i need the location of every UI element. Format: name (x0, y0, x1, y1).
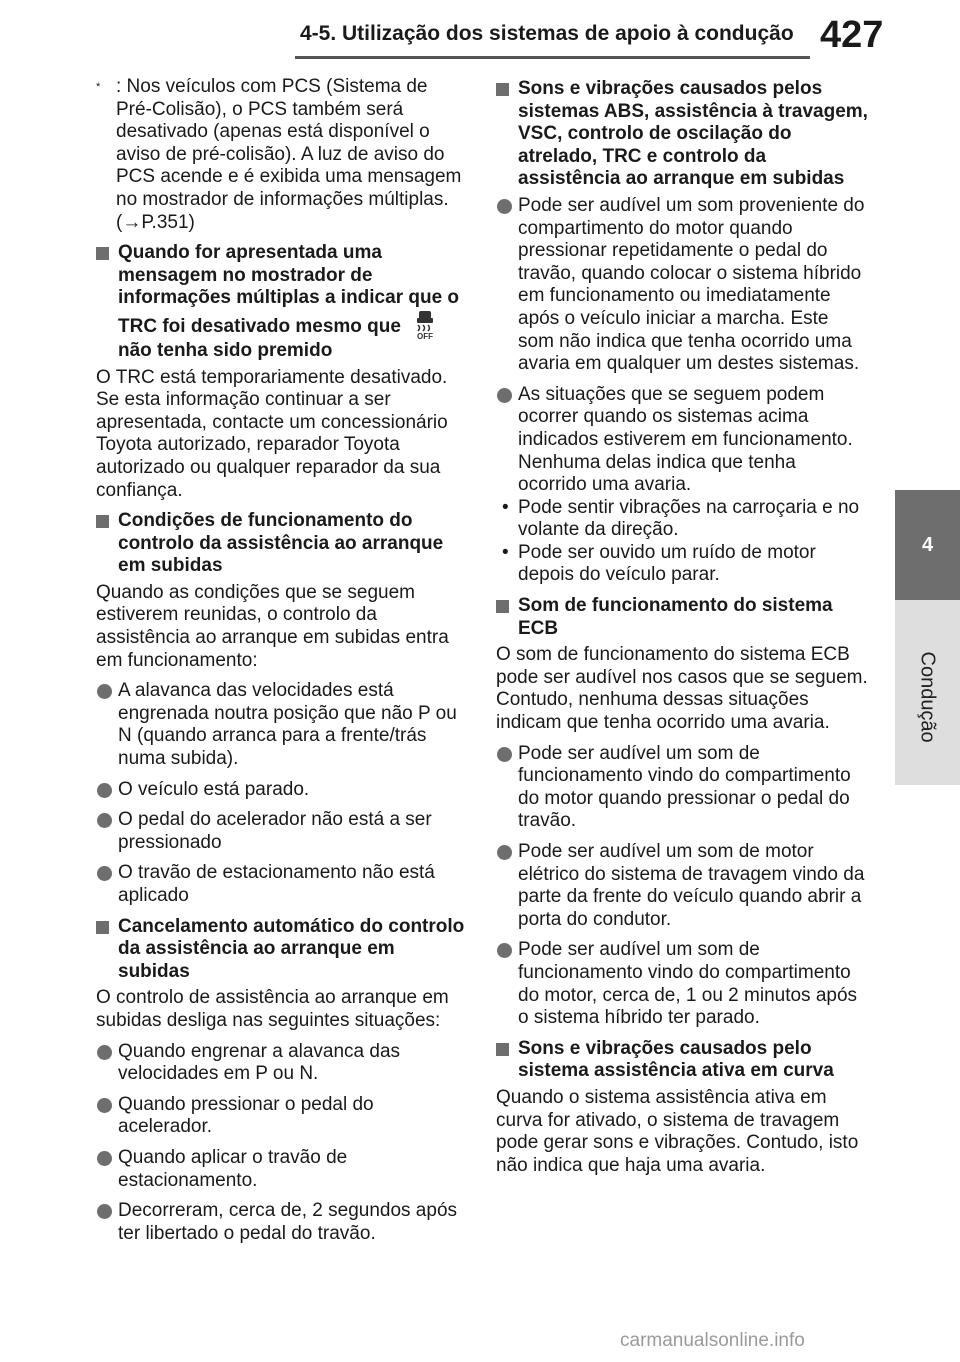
circle-bullet-icon (497, 388, 512, 403)
circle-bullet-icon (97, 684, 112, 699)
circle-bullet-icon (497, 199, 512, 214)
footnote-mark: * (96, 81, 101, 93)
heading-trc-message (96, 242, 468, 362)
square-bullet-icon (496, 600, 509, 613)
heading-sounds-abs: Sons e vibrações causados pelos sistemas ABS, assistência à travagem, VSC, controlo de oscilação do atrelado, TRC e controlo da assistência ao arranque em subidas (496, 78, 868, 191)
left-column (96, 76, 468, 1253)
heading-hill-start-conditions: Condições de funcionamento do controlo da assistência ao arranque em subidas (96, 510, 468, 578)
footnote-text: : Nos veículos com PCS (Sistema de Pré-Colisão), o PCS também será desativado (apenas está disponível o aviso de pré-colisão). A luz de aviso do PCS acende e é exibida uma mensagem no mostrador de informações múltiplas. (→P.351) (116, 76, 462, 233)
chapter-number: 4 (921, 533, 934, 556)
list-item: O pedal do acelerador não está a ser pressionado (96, 809, 468, 854)
header-rule (295, 56, 810, 59)
list-item: As situações que se seguem podem ocorrer quando os sistemas acima indicados estiverem em funcionamento. Nenhuma delas indica que tenha ocorrido uma avaria. (496, 384, 868, 497)
square-bullet-icon (496, 83, 509, 96)
circle-bullet-icon (97, 1204, 112, 1219)
watermark: carmanualsonline.info (620, 1330, 805, 1351)
chapter-label: Condução (916, 651, 939, 743)
right-column (496, 76, 868, 1185)
paragraph: O TRC está temporariamente desativado. Se esta informação continuar a ser apresentada, contacte um concessionário Toyota autorizado, reparador Toyota autorizado ou qualquer reparador da sua confiança. (96, 366, 448, 501)
list-item: Pode ser audível um som de funcionamento vindo do compartimento do motor quando pressionar o pedal do travão. (496, 743, 868, 833)
circle-bullet-icon (97, 1098, 112, 1113)
list-item: O veículo está parado. (96, 779, 468, 802)
page-number: 427 (820, 14, 884, 56)
list-item: O travão de estacionamento não está aplicado (96, 862, 468, 907)
paragraph: O controlo de assistência ao arranque em subidas desliga nas seguintes situações: (96, 987, 449, 1031)
square-bullet-icon (496, 1043, 509, 1056)
list-item: Pode ser audível um som de funcionamento vindo do compartimento do motor, cerca de, 1 ou 2 minutos após o sistema híbrido ter parado. (496, 939, 868, 1029)
circle-bullet-icon (497, 845, 512, 860)
heading-auto-cancel: Cancelamento automático do controlo da assistência ao arranque em subidas (96, 916, 468, 984)
list-item: Quando pressionar o pedal do acelerador. (96, 1094, 468, 1139)
circle-bullet-icon (497, 943, 512, 958)
list-item: Pode ser audível um som proveniente do compartimento do motor quando pressionar repetidamente o pedal do travão, quando colocar o sistema híbrido em funcionamento ou imediatamente após o veículo iniciar a marcha. Este som não indica que tenha ocorrido uma avaria em qualquer um destes sistemas. (496, 195, 868, 376)
dash-item: • Pode ser ouvido um ruído de motor depois do veículo parar. (502, 541, 816, 586)
trc-off-icon (410, 310, 440, 340)
paragraph: O som de funcionamento do sistema ECB pode ser audível nos casos que se seguem. Contudo, nenhuma dessas situações indicam que tenha ocorrido uma avaria. (496, 644, 868, 734)
heading-ecb-sound: Som de funcionamento do sistema ECB (496, 595, 868, 640)
heading-text-cont: não tenha sido premido (118, 339, 333, 361)
list-item: Quando aplicar o travão de estacionamento. (96, 1147, 468, 1192)
chapter-tab[interactable] (895, 490, 960, 600)
list-item: Decorreram, cerca de, 2 segundos após ter libertado o pedal do travão. (96, 1200, 468, 1245)
section-title: 4-5. Utilização dos sistemas de apoio à condução (300, 22, 794, 45)
list-item: Pode ser audível um som de motor elétrico do sistema de travagem vindo da parte da frente do veículo quando abrir a porta do condutor. (496, 841, 868, 931)
circle-bullet-icon (97, 1045, 112, 1060)
dash-item: • Pode sentir vibrações na carroçaria e no volante da direção. (502, 496, 860, 541)
footnote (96, 76, 468, 234)
paragraph: Quando as condições que se seguem estiverem reunidas, o controlo da assistência ao arranque em subidas entra em funcionamento: (96, 581, 449, 671)
list-item: Quando engrenar a alavanca das velocidades em P ou N. (96, 1041, 468, 1086)
circle-bullet-icon (97, 866, 112, 881)
heading-active-cornering: Sons e vibrações causados pelo sistema assistência ativa em curva (496, 1038, 868, 1083)
square-bullet-icon (96, 921, 109, 934)
circle-bullet-icon (97, 783, 112, 798)
page-header (0, 0, 960, 70)
svg-text:OFF: OFF (417, 331, 434, 340)
heading-text: Quando for apresentada uma mensagem no mostrador de informações múltiplas a indicar que o TRC foi desativado mesmo que (118, 242, 460, 337)
circle-bullet-icon (97, 813, 112, 828)
circle-bullet-icon (97, 1151, 112, 1166)
paragraph: Quando o sistema assistência ativa em curva for ativado, o sistema de travagem pode gerar sons e vibrações. Contudo, isto não indica que haja uma avaria. (496, 1086, 859, 1176)
list-item: A alavanca das velocidades está engrenada noutra posição que não P ou N (quando arranca para a frente/trás numa subida). (96, 680, 468, 770)
square-bullet-icon (96, 247, 109, 260)
square-bullet-icon (96, 515, 109, 528)
circle-bullet-icon (497, 747, 512, 762)
